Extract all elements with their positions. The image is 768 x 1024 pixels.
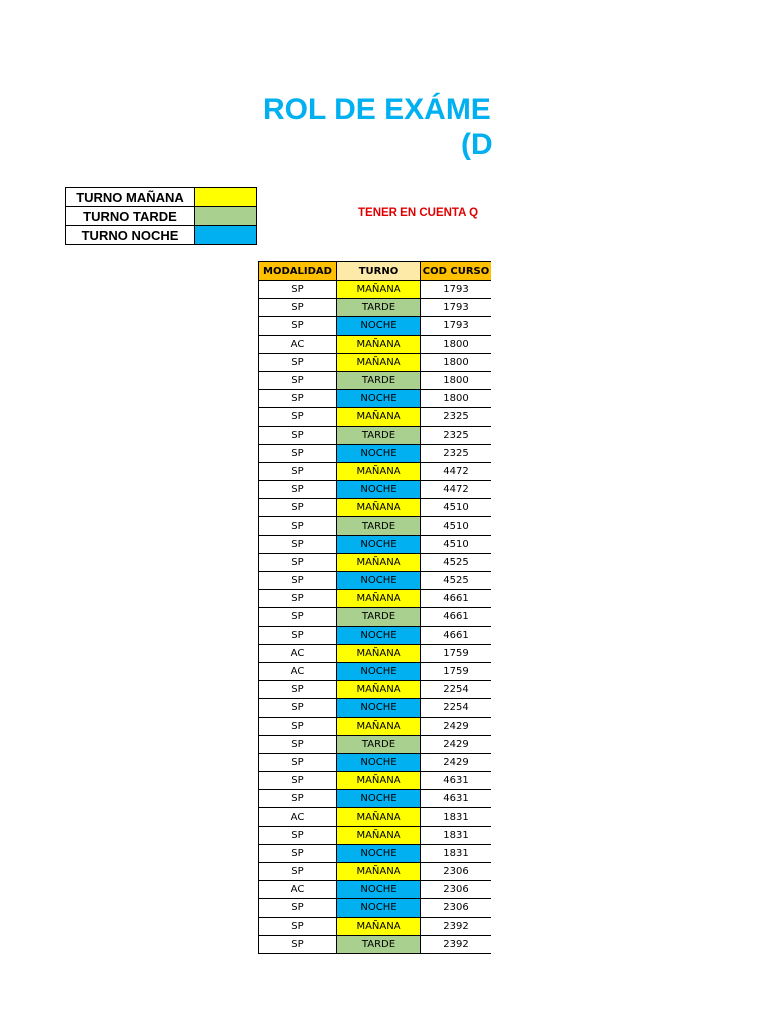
cell-modalidad: AC <box>259 662 337 680</box>
cell-cod-curso: 4510 <box>421 517 492 535</box>
table-row <box>259 408 492 426</box>
table-row <box>259 517 492 535</box>
cell-cod-curso: 2306 <box>421 863 492 881</box>
cell-cod-curso: 1793 <box>421 317 492 335</box>
cell-turno: MAÑANA <box>337 826 421 844</box>
cell-turno: TARDE <box>337 608 421 626</box>
table-row <box>259 899 492 917</box>
cell-turno: MAÑANA <box>337 462 421 480</box>
page-title-line2: (D <box>461 128 493 161</box>
cell-cod-curso: 2306 <box>421 899 492 917</box>
table-row <box>259 790 492 808</box>
table-row <box>259 935 492 953</box>
cell-modalidad: SP <box>259 499 337 517</box>
table-row <box>259 353 492 371</box>
table-row <box>259 535 492 553</box>
cell-turno: MAÑANA <box>337 772 421 790</box>
cell-cod-curso: 4525 <box>421 553 492 571</box>
cell-modalidad: SP <box>259 826 337 844</box>
cell-turno: TARDE <box>337 426 421 444</box>
cell-turno: NOCHE <box>337 662 421 680</box>
table-row <box>259 608 492 626</box>
cell-modalidad: SP <box>259 626 337 644</box>
legend-label: TURNO MAÑANA <box>66 188 195 207</box>
cell-modalidad: AC <box>259 644 337 662</box>
table-row <box>259 681 492 699</box>
cell-modalidad: AC <box>259 335 337 353</box>
cell-cod-curso: 4472 <box>421 481 492 499</box>
cell-modalidad: SP <box>259 353 337 371</box>
cell-modalidad: SP <box>259 462 337 480</box>
table-row <box>259 844 492 862</box>
cell-cod-curso: 2254 <box>421 681 492 699</box>
cell-modalidad: SP <box>259 863 337 881</box>
cell-modalidad: SP <box>259 917 337 935</box>
note-text: TENER EN CUENTA Q <box>358 207 479 219</box>
header-cod-curso: COD CURSO <box>421 262 492 281</box>
cell-cod-curso: 2429 <box>421 753 492 771</box>
cell-cod-curso: 1800 <box>421 371 492 389</box>
cell-turno: MAÑANA <box>337 281 421 299</box>
table-row <box>259 281 492 299</box>
cell-turno: MAÑANA <box>337 644 421 662</box>
cell-modalidad: SP <box>259 572 337 590</box>
cell-turno: MAÑANA <box>337 808 421 826</box>
cell-turno: TARDE <box>337 299 421 317</box>
cell-cod-curso: 2254 <box>421 699 492 717</box>
cell-turno: MAÑANA <box>337 590 421 608</box>
table-row <box>259 390 492 408</box>
cell-modalidad: SP <box>259 517 337 535</box>
cell-cod-curso: 1831 <box>421 844 492 862</box>
cell-cod-curso: 1793 <box>421 281 492 299</box>
cell-cod-curso: 1759 <box>421 644 492 662</box>
table-row <box>259 644 492 662</box>
cell-turno: MAÑANA <box>337 717 421 735</box>
legend-row <box>66 188 257 207</box>
cell-modalidad: SP <box>259 735 337 753</box>
table-row <box>259 371 492 389</box>
cell-turno: NOCHE <box>337 790 421 808</box>
cell-modalidad: SP <box>259 408 337 426</box>
legend-row <box>66 226 257 245</box>
cell-cod-curso: 4631 <box>421 790 492 808</box>
cell-modalidad: SP <box>259 317 337 335</box>
cell-cod-curso: 2429 <box>421 735 492 753</box>
cell-turno: NOCHE <box>337 626 421 644</box>
cell-cod-curso: 4472 <box>421 462 492 480</box>
cell-modalidad: SP <box>259 426 337 444</box>
cell-turno: MAÑANA <box>337 499 421 517</box>
legend-color-swatch <box>195 207 257 226</box>
table-row <box>259 462 492 480</box>
cell-modalidad: SP <box>259 371 337 389</box>
legend-color-swatch <box>195 188 257 207</box>
cell-cod-curso: 1800 <box>421 335 492 353</box>
cell-turno: NOCHE <box>337 317 421 335</box>
cell-modalidad: SP <box>259 608 337 626</box>
cell-cod-curso: 4661 <box>421 590 492 608</box>
cell-modalidad: SP <box>259 535 337 553</box>
cell-cod-curso: 1800 <box>421 390 492 408</box>
cell-modalidad: SP <box>259 590 337 608</box>
header-turno: TURNO <box>337 262 421 281</box>
cell-turno: NOCHE <box>337 390 421 408</box>
cell-turno: TARDE <box>337 935 421 953</box>
cell-cod-curso: 4510 <box>421 499 492 517</box>
table-row <box>259 317 492 335</box>
table-row <box>259 917 492 935</box>
table-row <box>259 299 492 317</box>
cell-cod-curso: 2392 <box>421 917 492 935</box>
table-row <box>259 662 492 680</box>
cell-turno: MAÑANA <box>337 353 421 371</box>
cell-turno: NOCHE <box>337 899 421 917</box>
table-row <box>259 699 492 717</box>
cell-turno: MAÑANA <box>337 408 421 426</box>
shift-legend <box>65 187 257 245</box>
cell-cod-curso: 4525 <box>421 572 492 590</box>
cell-modalidad: SP <box>259 281 337 299</box>
table-row <box>259 735 492 753</box>
cell-cod-curso: 4510 <box>421 535 492 553</box>
table-row <box>259 572 492 590</box>
cell-turno: MAÑANA <box>337 863 421 881</box>
table-row <box>259 881 492 899</box>
cell-modalidad: AC <box>259 881 337 899</box>
cell-turno: NOCHE <box>337 881 421 899</box>
cell-modalidad: SP <box>259 481 337 499</box>
cell-turno: MAÑANA <box>337 917 421 935</box>
legend-label: TURNO TARDE <box>66 207 195 226</box>
legend-label: TURNO NOCHE <box>66 226 195 245</box>
cell-modalidad: SP <box>259 935 337 953</box>
table-row <box>259 481 492 499</box>
cell-cod-curso: 2325 <box>421 444 492 462</box>
cell-modalidad: SP <box>259 790 337 808</box>
legend-row <box>66 207 257 226</box>
cell-cod-curso: 4661 <box>421 626 492 644</box>
table-row <box>259 626 492 644</box>
table-header-row <box>259 262 492 281</box>
cell-turno: NOCHE <box>337 753 421 771</box>
cell-cod-curso: 4631 <box>421 772 492 790</box>
cell-cod-curso: 2392 <box>421 935 492 953</box>
table-row <box>259 772 492 790</box>
cell-cod-curso: 1793 <box>421 299 492 317</box>
page-title-line1: ROL DE EXÁME <box>263 93 491 126</box>
cell-cod-curso: 4661 <box>421 608 492 626</box>
cell-turno: NOCHE <box>337 444 421 462</box>
cell-cod-curso: 1800 <box>421 353 492 371</box>
cell-cod-curso: 2325 <box>421 426 492 444</box>
cell-modalidad: SP <box>259 681 337 699</box>
cell-turno: TARDE <box>337 371 421 389</box>
cell-turno: NOCHE <box>337 699 421 717</box>
table-row <box>259 808 492 826</box>
cell-modalidad: SP <box>259 444 337 462</box>
cell-turno: MAÑANA <box>337 335 421 353</box>
exam-schedule-table <box>258 261 491 954</box>
cell-turno: TARDE <box>337 517 421 535</box>
cell-cod-curso: 1759 <box>421 662 492 680</box>
cell-modalidad: SP <box>259 772 337 790</box>
cell-turno: MAÑANA <box>337 553 421 571</box>
cell-modalidad: SP <box>259 844 337 862</box>
table-row <box>259 426 492 444</box>
cell-turno: NOCHE <box>337 844 421 862</box>
cell-turno: NOCHE <box>337 572 421 590</box>
table-row <box>259 499 492 517</box>
table-row <box>259 753 492 771</box>
table-row <box>259 590 492 608</box>
table-row <box>259 826 492 844</box>
cell-cod-curso: 2429 <box>421 717 492 735</box>
table-row <box>259 444 492 462</box>
cell-modalidad: SP <box>259 299 337 317</box>
table-row <box>259 863 492 881</box>
cell-modalidad: SP <box>259 717 337 735</box>
cell-modalidad: SP <box>259 899 337 917</box>
table-row <box>259 717 492 735</box>
cell-modalidad: SP <box>259 390 337 408</box>
cell-turno: MAÑANA <box>337 681 421 699</box>
cell-cod-curso: 1831 <box>421 808 492 826</box>
cell-turno: TARDE <box>337 735 421 753</box>
cell-modalidad: AC <box>259 808 337 826</box>
cell-turno: NOCHE <box>337 535 421 553</box>
cell-modalidad: SP <box>259 553 337 571</box>
table-row <box>259 553 492 571</box>
table-row <box>259 335 492 353</box>
cell-modalidad: SP <box>259 753 337 771</box>
cell-cod-curso: 1831 <box>421 826 492 844</box>
header-modalidad: MODALIDAD <box>259 262 337 281</box>
legend-color-swatch <box>195 226 257 245</box>
cell-cod-curso: 2325 <box>421 408 492 426</box>
cell-cod-curso: 2306 <box>421 881 492 899</box>
cell-modalidad: SP <box>259 699 337 717</box>
cell-turno: NOCHE <box>337 481 421 499</box>
